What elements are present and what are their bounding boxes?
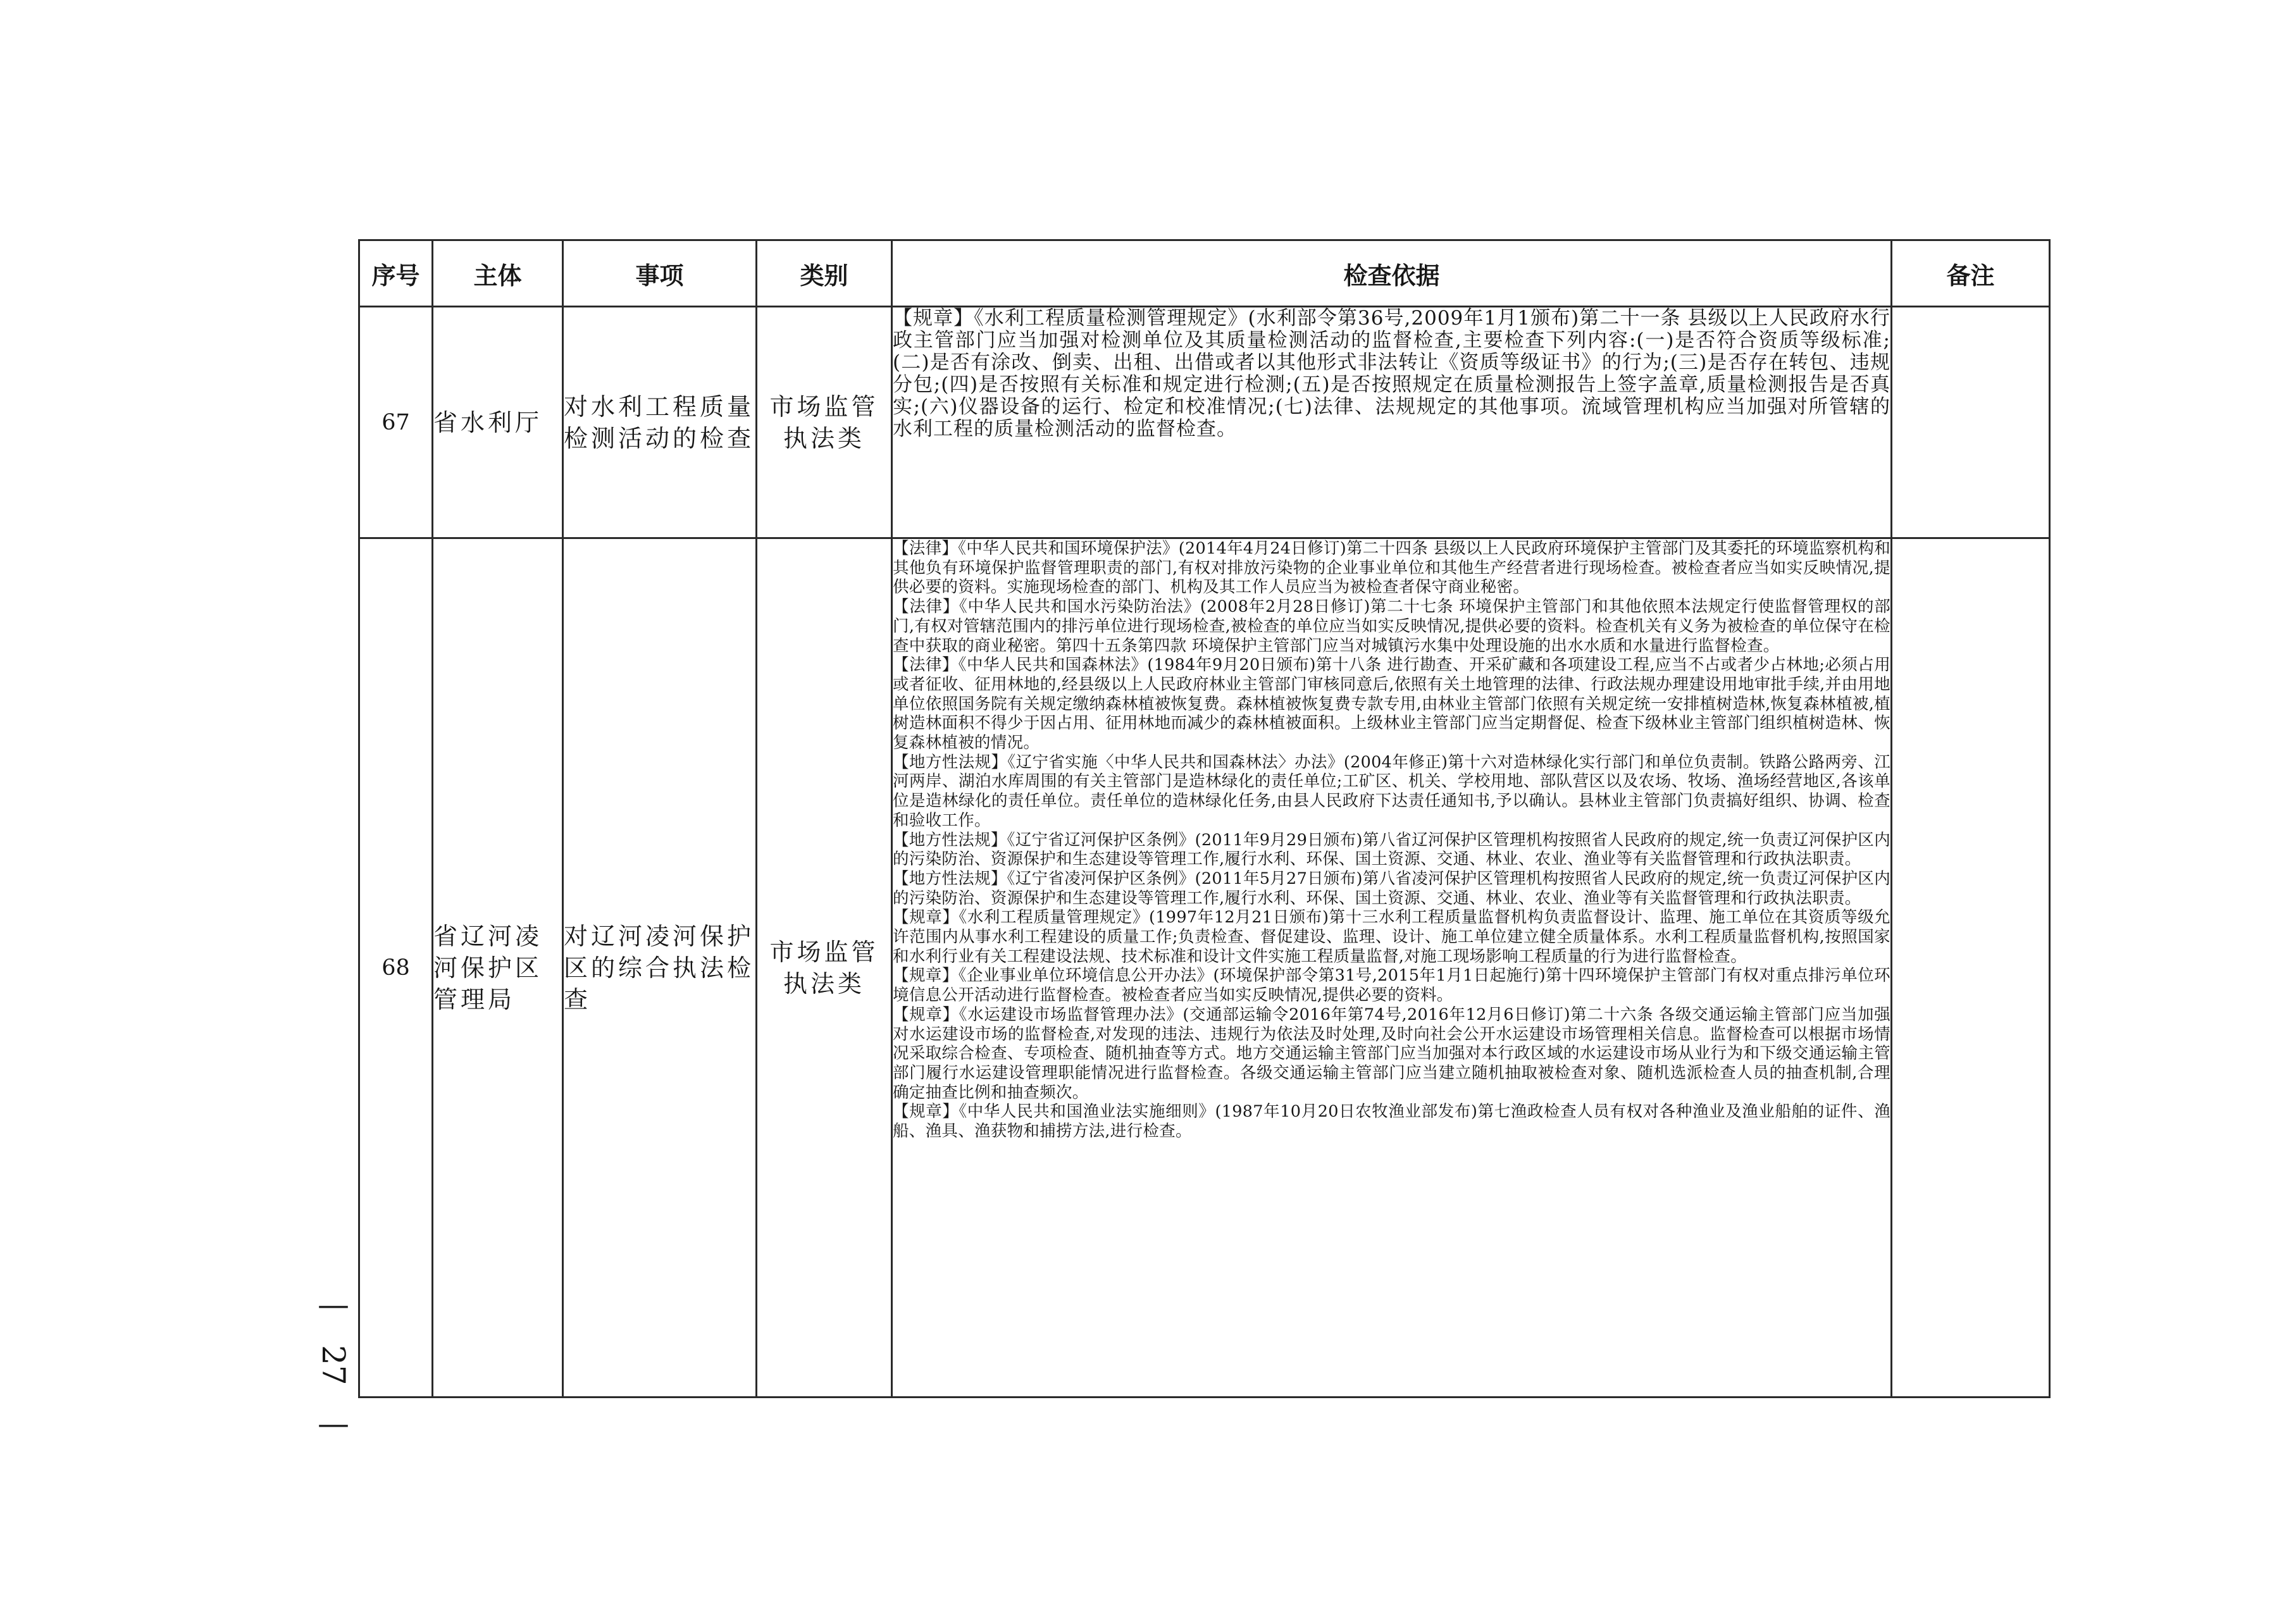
row-subject: 省水利厅	[433, 307, 563, 538]
header-category: 类别	[757, 240, 892, 307]
row-seq: 67	[359, 307, 433, 538]
table-row	[359, 538, 2050, 1398]
basis-paragraph: 【法律】《中华人民共和国环境保护法》(2014年4月24日修订)第二十四条 县级以上人民政府环境保护主管部门及其委托的环境监察机构和其他负有环境保护监督管理职责的部门,有权对排放污染物的企业事业单位和其他生产经营者进行现场检查。被检查者应当如实反映情况,提供必要的资料。实施现场检查的部门、机构及其工作人员应当为被检查者保守商业秘密。	[893, 539, 1890, 597]
basis-paragraph: 【规章】《中华人民共和国渔业法实施细则》(1987年10月20日农牧渔业部发布)第七渔政检查人员有权对各种渔业及渔业船舶的证件、渔船、渔具、渔获物和捕捞方法,进行检查。	[893, 1102, 1890, 1141]
basis-paragraph: 【地方性法规】《辽宁省凌河保护区条例》(2011年5月27日颁布)第八省凌河保护区管理机构按照省人民政府的规定,统一负责辽河保护区内的污染防治、资源保护和生态建设等管理工作,履行水利、环保、国土资源、交通、林业、农业、渔业等有关监督管理和行政执法职责。	[893, 869, 1890, 908]
row-matter: 对辽河凌河保护区的综合执法检查	[563, 538, 757, 1398]
inspection-table	[358, 239, 2051, 1398]
basis-paragraph: 【规章】《水运建设市场监督管理办法》(交通部运输令2016年第74号,2016年12月6日修订)第二十六条 各级交通运输主管部门应当加强对水运建设市场的监督检查,对发现的违法、违规行为依法及时处理,及时向社会公开水运建设市场管理相关信息。监督检查可以根据市场情况采取综合检查、专项检查、随机抽查等方式。地方交通运输主管部门应当加强对本行政区域的水运建设市场从业行为和下级交通运输主管部门履行水运建设管理职能情况进行监督检查。各级交通运输主管部门应当建立随机抽取被检查对象、随机选派检查人员的抽查机制,合理确定抽查比例和抽查频次。	[893, 1005, 1890, 1102]
basis-paragraph: 【地方性法规】《辽宁省辽河保护区条例》(2011年9月29日颁布)第八省辽河保护区管理机构按照省人民政府的规定,统一负责辽河保护区内的污染防治、资源保护和生态建设等管理工作,履行水利、环保、国土资源、交通、林业、农业、渔业等有关监督管理和行政执法职责。	[893, 830, 1890, 869]
header-basis: 检查依据	[892, 240, 1892, 307]
table-row	[359, 307, 2050, 538]
row-basis: 【规章】《水利工程质量检测管理规定》(水利部令第36号,2009年1月1颁布)第二十一条 县级以上人民政府水行政主管部门应当加强对检测单位及其质量检测活动的监督检查,主要检查下列内容:(一)是否符合资质等级标准;(二)是否有涂改、倒卖、出租、出借或者以其他形式非法转让《资质等级证书》的行为;(三)是否存在转包、违规分包;(四)是否按照有关标准和规定进行检测;(五)是否按照规定在质量检测报告上签字盖章,质量检测报告是否真实;(六)仪器设备的运行、检定和校准情况;(七)法律、法规规定的其他事项。流域管理机构应当加强对所管辖的水利工程的质量检测活动的监督检查。	[892, 307, 1892, 538]
header-subject: 主体	[433, 240, 563, 307]
row-category: 市场监管执法类	[757, 538, 892, 1398]
header-seq: 序号	[359, 240, 433, 307]
page-number	[314, 1284, 352, 1444]
header-remark: 备注	[1892, 240, 2050, 307]
table-header-row	[359, 240, 2050, 307]
basis-paragraph: 【法律】《中华人民共和国森林法》(1984年9月20日颁布)第十八条 进行勘查、开采矿藏和各项建设工程,应当不占或者少占林地;必须占用或者征收、征用林地的,经县级以上人民政府林业主管部门审核同意后,依照有关土地管理的法律、行政法规办理建设用地审批手续,并由用地单位依照国务院有关规定缴纳森林植被恢复费。森林植被恢复费专款专用,由林业主管部门依照有关规定统一安排植树造林,恢复森林植被,植树造林面积不得少于因占用、征用林地而减少的森林植被面积。上级林业主管部门应当定期督促、检查下级林业主管部门组织植树造林、恢复森林植被的情况。	[893, 655, 1890, 753]
page-dash-bottom: —	[318, 1405, 349, 1442]
page-dash-top: —	[318, 1286, 349, 1323]
page-number-text: 27	[315, 1345, 352, 1385]
row-seq: 68	[359, 538, 433, 1398]
row-basis	[892, 538, 1892, 1398]
header-matter: 事项	[563, 240, 757, 307]
row-subject: 省辽河凌河保护区管理局	[433, 538, 563, 1398]
row-remark	[1892, 538, 2050, 1398]
basis-paragraph: 【地方性法规】《辽宁省实施〈中华人民共和国森林法〉办法》(2004年修正)第十六对造林绿化实行部门和单位负责制。铁路公路两旁、江河两岸、湖泊水库周围的有关主管部门是造林绿化的责任单位;工矿区、机关、学校用地、部队营区以及农场、牧场、渔场经营地区,各该单位是造林绿化的责任单位。责任单位的造林绿化任务,由县人民政府下达责任通知书,予以确认。县林业主管部门负责搞好组织、协调、检查和验收工作。	[893, 752, 1890, 830]
row-matter: 对水利工程质量检测活动的检查	[563, 307, 757, 538]
basis-paragraph: 【法律】《中华人民共和国水污染防治法》(2008年2月28日修订)第二十七条 环境保护主管部门和其他依照本法规定行使监督管理权的部门,有权对管辖范围内的排污单位进行现场检查,被检查的单位应当如实反映情况,提供必要的资料。检查机关有义务为被检查的单位保守在检查中获取的商业秘密。第四十五条第四款 环境保护主管部门应当对城镇污水集中处理设施的出水水质和水量进行监督检查。	[893, 597, 1890, 655]
row-remark	[1892, 307, 2050, 538]
row-category: 市场监管执法类	[757, 307, 892, 538]
basis-paragraph: 【规章】《企业事业单位环境信息公开办法》(环境保护部令第31号,2015年1月1日起施行)第十四环境保护主管部门有权对重点排污单位环境信息公开活动进行监督检查。被检查者应当如实反映情况,提供必要的资料。	[893, 966, 1890, 1005]
basis-paragraph: 【规章】《水利工程质量管理规定》(1997年12月21日颁布)第十三水利工程质量监督机构负责监督设计、监理、施工单位在其资质等级允许范围内从事水利工程建设的质量工作;负责检查、督促建设、监理、设计、施工单位建立健全质量体系。水利工程质量监督机构,按照国家和水利行业有关工程建设法规、技术标准和设计文件实施工程质量监督,对施工现场影响工程质量的行为进行监督检查。	[893, 908, 1890, 966]
